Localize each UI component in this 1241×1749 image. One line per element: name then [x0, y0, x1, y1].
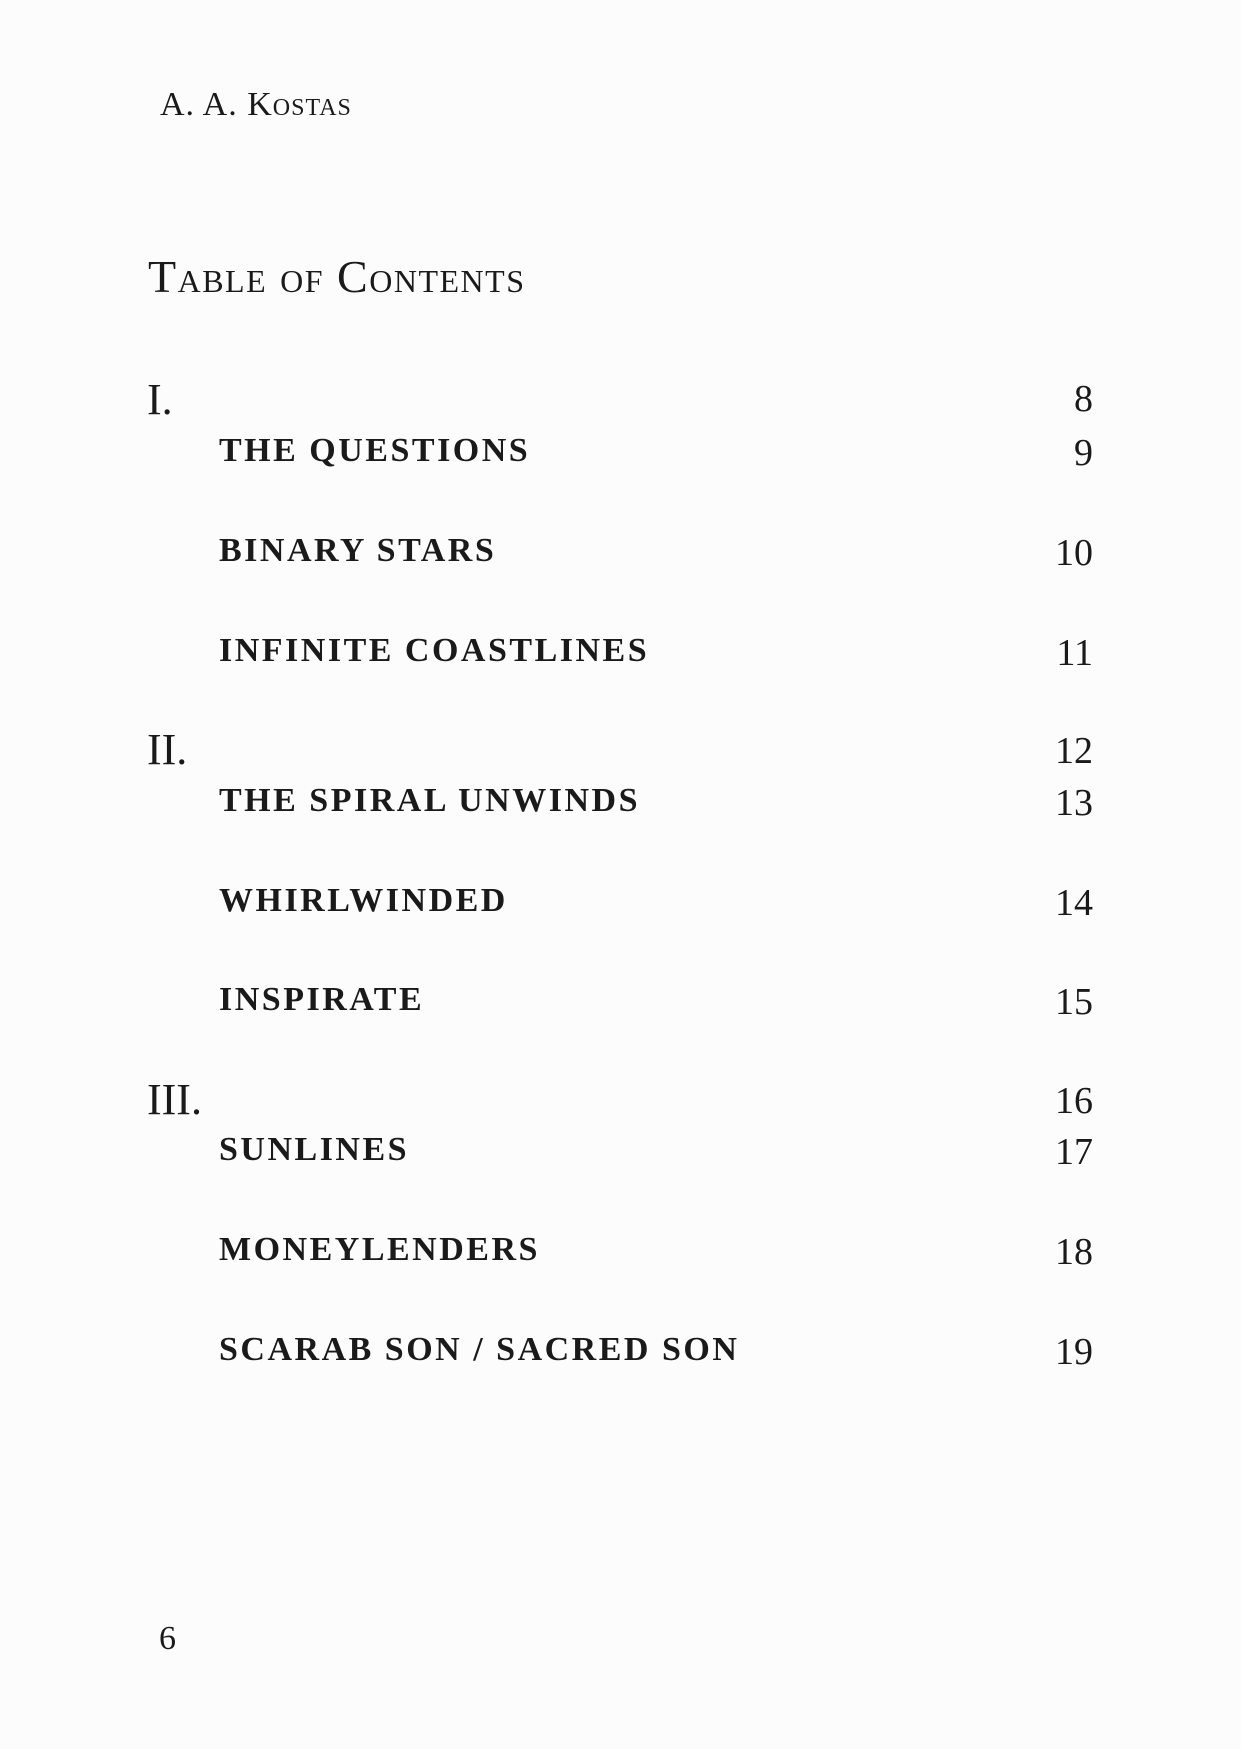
entry-title: INSPIRATE: [219, 981, 425, 1018]
entry-page-number: 15: [1055, 981, 1093, 1023]
entry-title: SUNLINES: [219, 1131, 410, 1168]
entry-page-number: 11: [1056, 632, 1093, 674]
entry-title: MONEYLENDERS: [219, 1231, 540, 1268]
entry-title: SCARAB SON / SACRED SON: [219, 1331, 740, 1368]
part-page-number: 12: [1055, 730, 1093, 772]
part-page-number: 16: [1055, 1080, 1093, 1122]
entry-title: WHIRLWINDED: [219, 882, 508, 919]
entry-page-number: 13: [1055, 782, 1093, 824]
toc-title: Table of Contents: [148, 251, 526, 302]
part-label: I.: [147, 375, 173, 424]
part-page-number: 8: [1074, 378, 1093, 420]
entry-page-number: 14: [1055, 882, 1093, 924]
page-number-folio: 6: [159, 1620, 176, 1657]
entry-page-number: 17: [1055, 1131, 1093, 1173]
entry-title: BINARY STARS: [219, 532, 497, 569]
entry-page-number: 19: [1055, 1331, 1093, 1373]
part-label: III.: [147, 1075, 202, 1124]
entry-page-number: 9: [1074, 432, 1093, 474]
entry-page-number: 10: [1055, 532, 1093, 574]
part-label: II.: [147, 725, 188, 774]
entry-title: THE QUESTIONS: [219, 432, 531, 469]
running-head-author: A. A. Kostas: [160, 86, 352, 123]
entry-title: INFINITE COASTLINES: [219, 632, 650, 669]
entry-title: THE SPIRAL UNWINDS: [219, 782, 640, 819]
entry-page-number: 18: [1055, 1231, 1093, 1273]
